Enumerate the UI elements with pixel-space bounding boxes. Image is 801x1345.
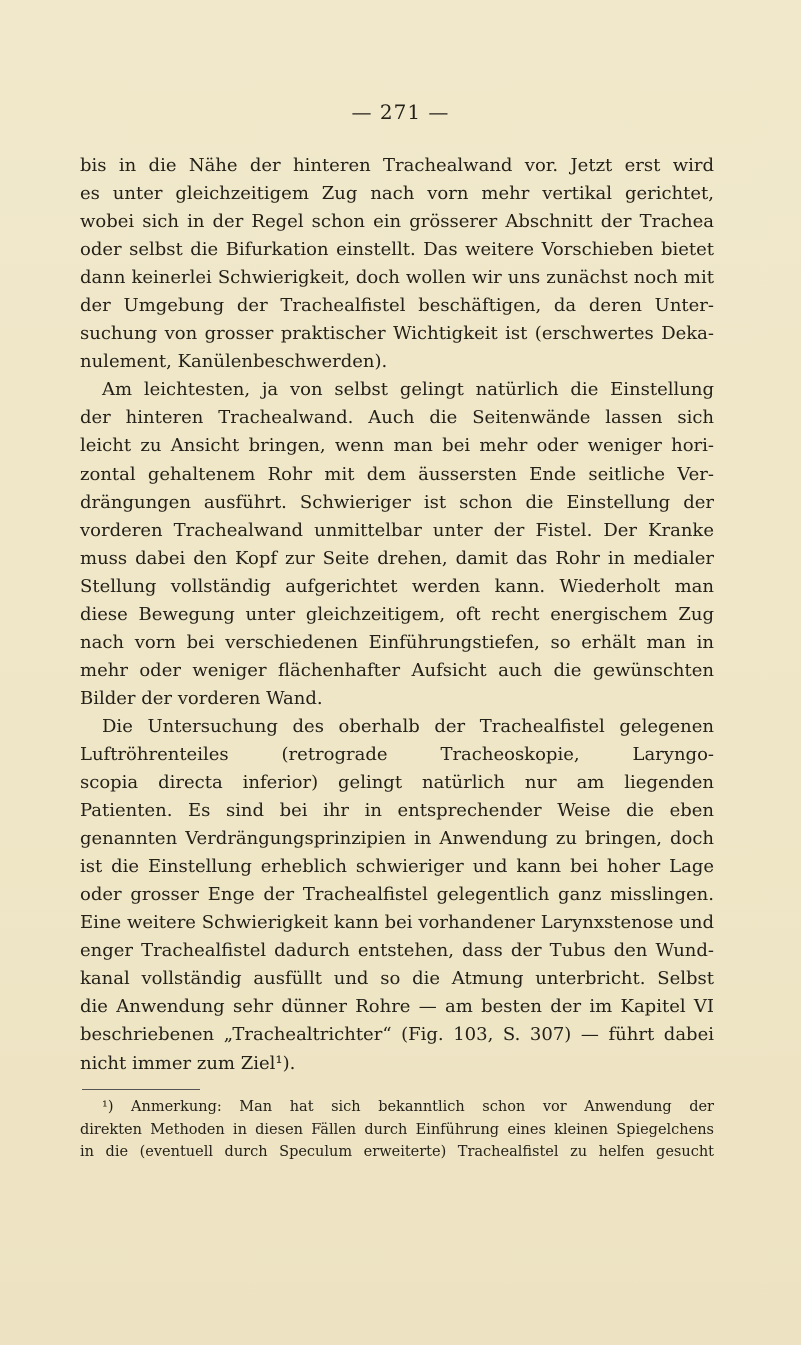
text-line: wobei sich in der Regel schon ein grösserer Abschnitt der Trachea bbox=[80, 211, 714, 233]
text-line: dann keinerlei Schwierigkeit, doch wollen wir uns zunächst noch mit bbox=[80, 267, 714, 289]
text-line: nulement, Kanülenbeschwerden). bbox=[80, 351, 388, 373]
text-line: suchung von grosser praktischer Wichtigkeit ist (erschwertes Deka- bbox=[80, 323, 714, 345]
text-line: Stellung vollständig aufgerichtet werden kann. Wiederholt man bbox=[80, 575, 714, 597]
footnote-line: in die (eventuell durch Speculum erweiterte) Trachealfistel zu helfen gesucht bbox=[80, 1144, 714, 1160]
text-line: Eine weitere Schwierigkeit kann bei vorhandener Larynxstenose und bbox=[80, 912, 714, 934]
text-line: genannten Verdrängungsprinzipien in Anwendung zu bringen, doch bbox=[80, 828, 714, 850]
text-line: Die Untersuchung des oberhalb der Trachealfistel gelegenen bbox=[102, 715, 714, 737]
page-number: — 271 — bbox=[351, 100, 450, 124]
text-line: die Anwendung sehr dünner Rohre — am besten der im Kapitel VI bbox=[80, 996, 714, 1018]
text-line: Luftröhrenteiles (retrograde Tracheoskopie, Laryngo- bbox=[80, 743, 714, 765]
text-line: mehr oder weniger flächenhafter Aufsicht auch die gewünschten bbox=[80, 659, 714, 681]
text-line: Am leichtesten, ja von selbst gelingt natürlich die Einstellung bbox=[102, 379, 714, 401]
text-line: kanal vollständig ausfüllt und so die Atmung unterbricht. Selbst bbox=[80, 968, 714, 990]
text-line: vorderen Trachealwand unmittelbar unter der Fistel. Der Kranke bbox=[80, 519, 714, 541]
text-line: Bilder der vorderen Wand. bbox=[80, 687, 323, 709]
text-line: oder grosser Enge der Trachealfistel gelegentlich ganz misslingen. bbox=[80, 884, 714, 906]
text-line: enger Trachealfistel dadurch entstehen, dass der Tubus den Wund- bbox=[80, 940, 714, 962]
text-line: der hinteren Trachealwand. Auch die Seitenwände lassen sich bbox=[80, 407, 714, 429]
text-line: oder selbst die Bifurkation einstellt. Das weitere Vorschieben bietet bbox=[80, 239, 714, 261]
text-line: nicht immer zum Ziel¹). bbox=[80, 1052, 296, 1074]
text-line: es unter gleichzeitigem Zug nach vorn mehr vertikal gerichtet, bbox=[80, 183, 714, 205]
text-line: bis in die Nähe der hinteren Trachealwand vor. Jetzt erst wird bbox=[80, 155, 714, 176]
text-line: leicht zu Ansicht bringen, wenn man bei mehr oder weniger hori- bbox=[80, 435, 714, 457]
text-line: diese Bewegung unter gleichzeitigem, oft recht energischem Zug bbox=[80, 603, 714, 625]
text-line: der Umgebung der Trachealfistel beschäftigen, da deren Unter- bbox=[80, 295, 714, 317]
text-line: nach vorn bei verschiedenen Einführungstiefen, so erhält man in bbox=[80, 631, 714, 653]
main-text bbox=[80, 152, 714, 1078]
footnote-line: ¹) Anmerkung: Man hat sich bekanntlich schon vor Anwendung der bbox=[102, 1099, 714, 1115]
text-line: drängungen ausführt. Schwieriger ist schon die Einstellung der bbox=[80, 491, 714, 513]
footnote-line: direkten Methoden in diesen Fällen durch Einführung eines kleinen Spiegelchens bbox=[80, 1121, 714, 1138]
footnote-divider bbox=[82, 1089, 200, 1090]
text-line: muss dabei den Kopf zur Seite drehen, damit das Rohr in medialer bbox=[80, 547, 714, 569]
text-line: zontal gehaltenem Rohr mit dem äussersten Ende seitliche Ver- bbox=[80, 463, 714, 485]
text-line: beschriebenen „Trachealtrichter“ (Fig. 103, S. 307) — führt dabei bbox=[80, 1024, 714, 1046]
footnote bbox=[80, 1096, 714, 1164]
text-line: ist die Einstellung erheblich schwieriger und kann bei hoher Lage bbox=[80, 856, 714, 878]
text-line: Patienten. Es sind bei ihr in entsprechender Weise die eben bbox=[80, 800, 714, 822]
text-line: scopia directa inferior) gelingt natürlich nur am liegenden bbox=[80, 772, 714, 794]
